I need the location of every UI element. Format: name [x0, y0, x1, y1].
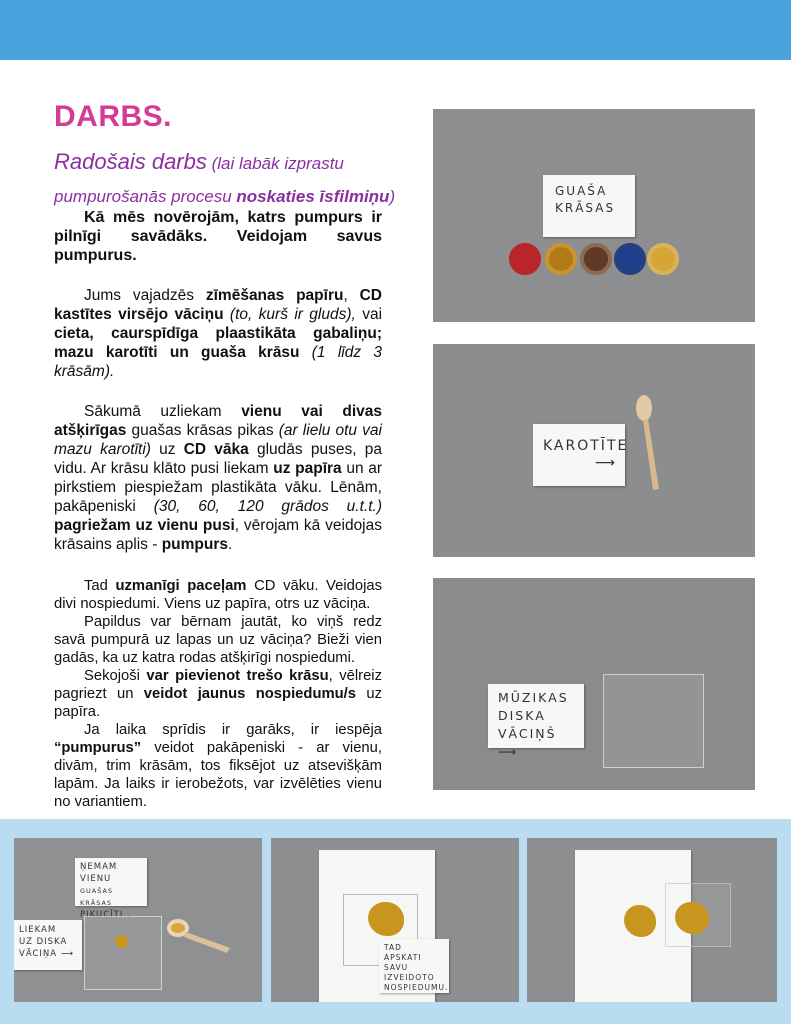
text: . — [228, 536, 233, 553]
intro-paragraph — [54, 208, 382, 265]
photo-spoon — [433, 344, 755, 557]
card-text: GUAŠAS KRĀSAS — [80, 887, 114, 907]
subtitle — [54, 146, 424, 214]
label-card-spoon — [533, 424, 629, 486]
label-card-cd — [488, 684, 584, 759]
label-card-put-on-lid — [14, 920, 82, 970]
text-bold: var pievienot trešo krāsu — [146, 668, 329, 684]
text-bold: uzmanīgi paceļam — [115, 578, 247, 594]
card-text: UZ DISKA — [19, 937, 68, 947]
text: uz — [150, 441, 184, 458]
text-italic: (to, kurš ir gluds), — [223, 306, 356, 323]
card-text: GUAŠA — [555, 184, 608, 198]
text-italic: (30, 60, 120 grādos u.t.t.) — [153, 498, 382, 515]
card-text-row — [498, 725, 574, 761]
photo-cd-lid — [433, 578, 755, 790]
text-bold: vienu vai divas atšķirīgas — [54, 403, 383, 439]
text-bold: CD vāka — [183, 441, 249, 458]
text: uz papīra. — [54, 686, 382, 720]
paint-jar-blue — [614, 243, 646, 275]
cd-lid — [84, 916, 162, 990]
card-text: NOSPIEDUMU. — [384, 983, 449, 992]
arrow-icon: ⟶ — [60, 949, 74, 959]
text-bold: CD kastītes virsējo vāciņu — [54, 287, 382, 323]
text-bold: veidot jaunus nospiedumu/s — [143, 686, 357, 702]
text: Sākumā uzliekam — [84, 403, 242, 420]
text: , — [343, 287, 360, 304]
text: un ar pirkstiem piespiežam plastikāta vāku. Lēnām, pakāpeniski — [54, 460, 383, 515]
text-italic: (1 līdz 3 krāsām). — [54, 344, 382, 380]
text: , vērojam kā veidojas krāsains aplis - — [54, 517, 382, 553]
text: Sekojoši — [84, 668, 147, 684]
photo-step-1 — [14, 838, 262, 1002]
photo-paints — [433, 109, 755, 322]
text: vai — [355, 306, 383, 323]
paint-jar-gold — [647, 243, 679, 275]
intro-text: Kā mēs novērojām, katrs pumpurs ir pilnīgi savādāks. Veidojam savus pumpurus. — [54, 209, 382, 264]
text-bold: cieta, caurspīdīga plaastikāta gabaliņu; mazu karotīti un guaša krāsu — [54, 325, 382, 361]
paint-jar-brown — [580, 243, 612, 275]
paint-print-on-lid — [675, 902, 709, 934]
card-text: KAROTĪTE — [543, 438, 629, 454]
photo-step-2 — [271, 838, 519, 1002]
spoon-icon — [164, 916, 234, 956]
steps-paragraph — [54, 402, 382, 554]
card-text: VĀCIŅŠ — [498, 726, 557, 741]
card-text: TAD — [384, 943, 402, 952]
text: gludās puses, pa vidu. Ar krāsu klāto pusi liekam — [54, 441, 382, 477]
card-text-row — [19, 948, 77, 960]
paint-jar-red — [509, 243, 541, 275]
card-text: ŅEMAM — [80, 862, 118, 872]
label-card-paints — [543, 175, 635, 237]
card-text: IZVEIDOTO — [384, 973, 435, 982]
card-text: MŪZIKAS — [498, 690, 569, 705]
paint-print — [624, 905, 656, 937]
paint-jar-ochre — [545, 243, 577, 275]
text-bold: zīmēšanas papīru — [205, 287, 344, 304]
text: CD vāku. Veidojas divi nospiedumi. Viens uz papīra, otrs uz vāciņa. — [54, 578, 382, 612]
page-title: DARBS. — [54, 100, 173, 133]
spoon-icon — [629, 394, 669, 494]
card-text: KRĀSAS — [555, 201, 616, 215]
text-bold: pumpurs — [161, 536, 228, 553]
text: guašas krāsas pikas — [126, 422, 279, 439]
card-text: DISKA — [498, 708, 546, 723]
paint-blob — [115, 935, 128, 948]
text-bold: pagriežam uz vienu pusi — [54, 517, 235, 534]
video-link[interactable]: noskaties īsfilmiņu — [236, 187, 390, 206]
subtitle-note: (lai labāk izprastu pumpurošanās procesu — [54, 154, 344, 206]
cd-lid — [603, 674, 704, 768]
text: Ja laika sprīdis ir garāks, ir iespēja — [84, 722, 382, 738]
top-header-band — [0, 0, 791, 60]
card-text: VIENU — [80, 874, 112, 884]
materials-paragraph — [54, 286, 382, 381]
label-card-look — [379, 939, 449, 993]
photo-step-3 — [527, 838, 777, 1002]
finish-paragraph — [54, 577, 382, 811]
card-text: LIEKAM — [19, 925, 57, 935]
card-text: APSKATI SAVU — [384, 953, 422, 972]
text: Papildus var bērnam jautāt, ko viņš redz savā pumpurā uz lapas un uz vāciņa? Bieži vien gadās, ka uz katra rodas atšķirīgi nospiedumi. — [54, 614, 382, 666]
text: , vēlreiz pagriezt un — [54, 668, 382, 702]
text: Jums vajadzēs — [84, 287, 206, 304]
paint-print — [368, 902, 404, 936]
arrow-icon: ⟶ — [594, 455, 615, 471]
text-italic: (ar lielu otu vai mazu karotīti) — [54, 422, 383, 458]
text-bold: “pumpurus” — [54, 740, 142, 756]
arrow-icon: ⟶ — [498, 744, 518, 759]
subtitle-main: Radošais darbs — [54, 149, 207, 174]
text: Tad — [84, 578, 116, 594]
card-text: VĀCIŅA — [19, 949, 58, 959]
subtitle-close: ) — [389, 187, 396, 206]
text: veidot pakāpeniski - ar vienu, divām, trim krāsām, tos fiksējot uz atsevišķām lapām. Ja laiks ir ierobežots, var izvēlēties vienu no variantiem. — [54, 740, 382, 810]
text-bold: uz papīra — [273, 460, 342, 477]
card-text: PIKUCĪTI.. — [80, 910, 131, 920]
label-card-take-paint — [75, 858, 147, 920]
